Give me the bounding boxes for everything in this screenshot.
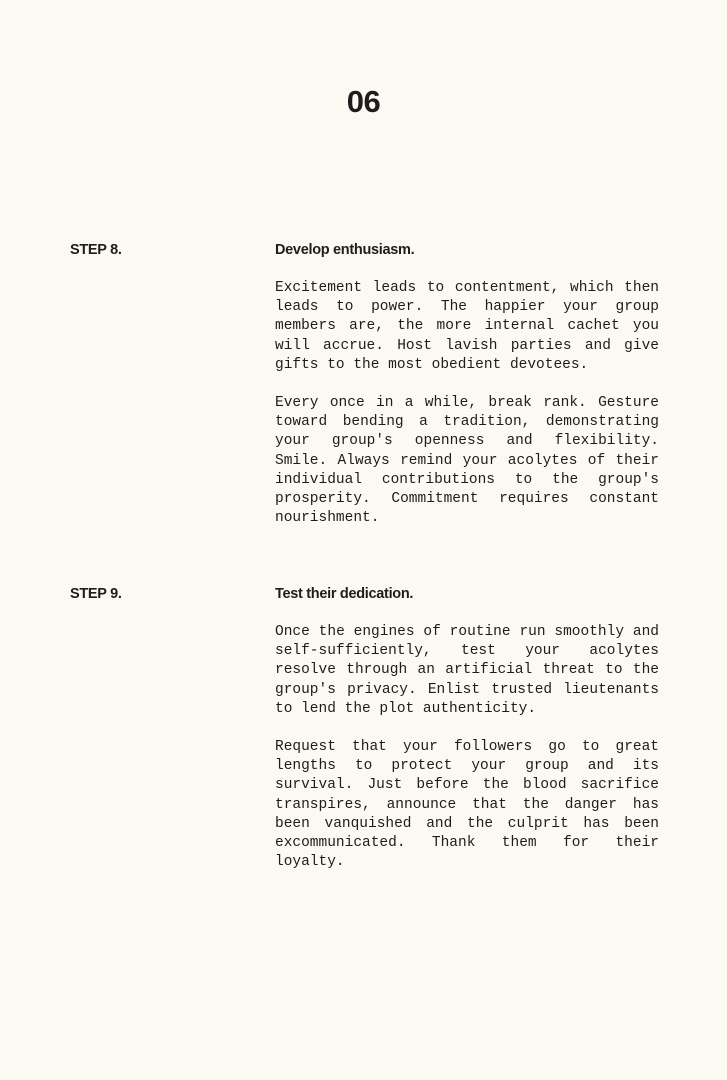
step-9-label: STEP 9. bbox=[70, 586, 122, 602]
step-8-paragraph-1: Excitement leads to contentment, which then leads to power. The happier your group members are, the more internal cachet you will accrue. Host lavish parties and give gifts to the most obedient devotees. bbox=[275, 280, 659, 373]
step-9-paragraph-1: Once the engines of routine run smoothly and self-sufficiently, test your acolytes resolve through an artificial threat to the group's privacy. Enlist trusted lieutenants to lend the plot authenticity. bbox=[275, 624, 659, 717]
step-9-paragraph-2: Request that your followers go to great lengths to protect your group and its survival. Just before the blood sacrifice transpires, announce that the danger has been vanquished and the culprit has been excommunicated. Thank them for their loyalty. bbox=[275, 739, 659, 871]
step-8-heading: Develop enthusiasm. bbox=[275, 242, 415, 258]
step-9-heading: Test their dedication. bbox=[275, 586, 414, 602]
step-8-label: STEP 8. bbox=[70, 242, 122, 258]
step-8-paragraph-2: Every once in a while, break rank. Gesture toward bending a tradition, demonstrating your group's openness and flexibility. Smile. Always remind your acolytes of their individual contributions to the group's prosperity. Commitment requires constant nourishment. bbox=[275, 395, 659, 527]
page-number: 06 bbox=[346, 84, 381, 119]
